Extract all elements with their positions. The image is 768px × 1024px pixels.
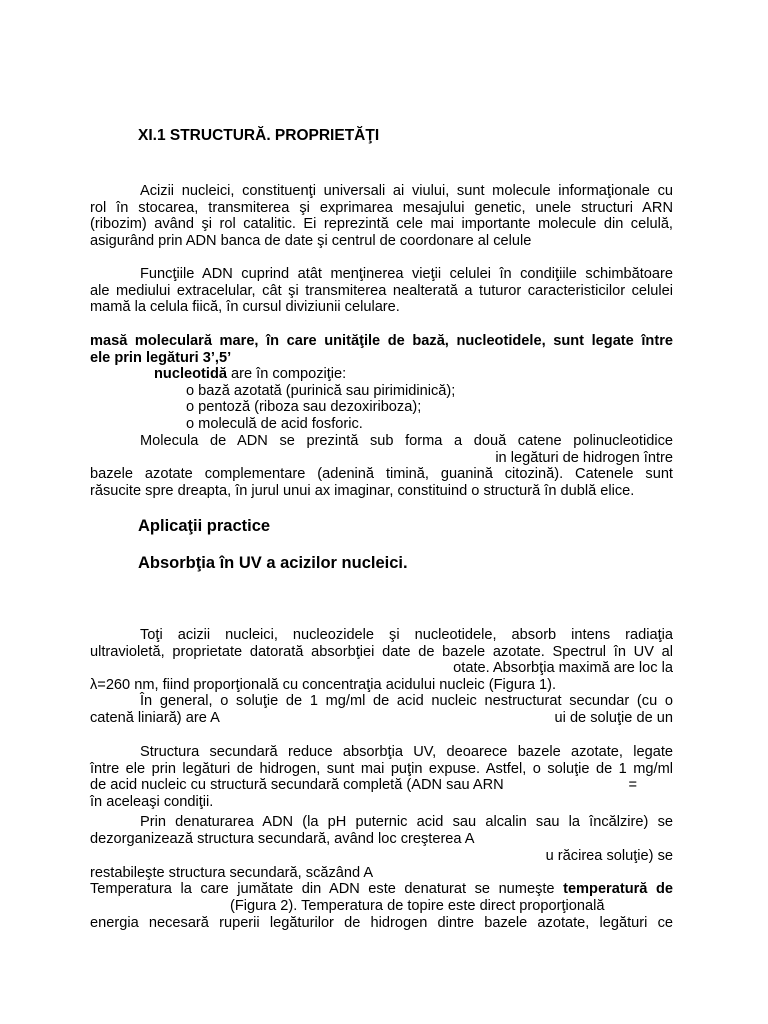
component-item: o bază azotată (purinică sau pirimidinică); <box>186 382 456 399</box>
text-line: rol în stocarea, transmiterea şi exprimarea mesajului genetic, unele structuri ARN <box>90 199 673 216</box>
text-line <box>90 710 673 727</box>
text-line: ele prin legături 3’,5’ <box>90 349 232 366</box>
text-line: între ele prin legături de hidrogen, sunt mai puţin expuse. Astfel, o soluţie de 1 mg/ml <box>90 760 673 777</box>
text-line: Toţi acizii nucleici, nucleozidele şi nucleotidele, absorb intens radiaţia <box>140 627 673 643</box>
bold-term: temperatură de <box>563 881 673 898</box>
text-line: (Figura 2). Temperatura de topire este direct proporţională <box>230 897 605 914</box>
bold-definition <box>90 333 673 366</box>
text-line <box>90 677 673 694</box>
paragraph-secondary-structure <box>90 744 673 810</box>
text-line: Structura secundară reduce absorbţia UV, deoarece bazele azotate, legate <box>140 744 673 760</box>
text-line: ultravioletă, proprietate datorată absorbţiei date de bazele azotate. Spectrul în UV al <box>90 643 673 660</box>
text-line: in legături de hidrogen între <box>495 449 673 466</box>
component-item: o pentoză (riboza sau dezoxiriboza); <box>186 399 422 416</box>
text-fragment: ui de soluţie de un <box>554 709 673 726</box>
text-fragment: = <box>628 777 637 794</box>
subheading-applications: Aplicaţii practice <box>138 517 271 535</box>
text-line <box>90 366 673 383</box>
text-line: energia necesară ruperii legăturilor de hidrogen dintre bazele azotate, legături ce <box>90 914 673 931</box>
text-line: în aceleaşi condiţii. <box>90 793 214 810</box>
text-line: bazele azotate complementare (adenină timină, guanină citozină). Catenele sunt <box>90 466 673 483</box>
text-line <box>90 777 673 794</box>
text-line: masă moleculară mare, în care unităţile de bază, nucleotidele, sunt legate între <box>90 333 673 349</box>
paragraph-dna <box>90 433 673 499</box>
text-line: dezorganizează structura secundară, având loc creşterea A <box>90 830 475 847</box>
paragraph-uv <box>90 627 673 727</box>
paragraph-functions <box>90 266 673 316</box>
text-line: otate. Absorbţia maximă are loc la <box>453 660 673 677</box>
paragraph-denaturation <box>90 814 673 931</box>
section-heading: XI.1 STRUCTURĂ. PROPRIETĂŢI <box>138 127 380 144</box>
text-line: Molecula de ADN se prezintă sub forma a două catene polinucleotidice <box>140 433 673 449</box>
paragraph-intro <box>90 183 673 249</box>
nucleotide-composition <box>90 366 673 432</box>
text-line: ale mediului extracelular, cât şi transmiterea nealterată a tuturor caracteristicilor celulei <box>90 282 673 299</box>
lambda-symbol: λ <box>90 676 98 693</box>
text-line: (ribozim) având şi rol catalitic. Ei reprezintă cele mai importante molecule din celulă, <box>90 216 673 233</box>
text-line: răsucite spre dreapta, în jurul unui ax imaginar, constituind o structură în dublă elice. <box>90 482 635 499</box>
component-item: o moleculă de acid fosforic. <box>186 415 363 432</box>
text-line: asigurând prin ADN banca de date şi centrul de coordonare al celule <box>90 232 532 249</box>
text-fragment: =260 nm, fiind proporţională cu concentraţia acidului nucleic (Figura 1). <box>97 676 557 693</box>
nucleotide-term: nucleotidă <box>154 366 227 382</box>
text-line: Acizii nucleici, constituenţi universali ai viului, sunt molecule informaţionale cu <box>140 183 673 199</box>
text-line: Prin denaturarea ADN (la pH puternic acid sau alcalin sau la încălzire) se <box>140 814 673 830</box>
text-line <box>90 881 673 898</box>
text-fragment: catenă liniară) are A <box>90 709 220 726</box>
nucleotide-rest: are în compoziţie: <box>226 366 347 382</box>
text-line: mamă la celula fiică, în cursul diviziunii celulare. <box>90 299 400 316</box>
subheading-uv-absorption: Absorbţia în UV a acizilor nucleici. <box>138 554 408 572</box>
text-line: restabileşte structura secundară, scăzând A <box>90 864 374 881</box>
text-line: Funcţiile ADN cuprind atât menţinerea vieţii celulei în condiţiile schimbătoare <box>140 266 673 282</box>
text-fragment: de acid nucleic cu structură secundară completă (ADN sau ARN <box>90 777 504 794</box>
text-fragment: Temperatura la care jumătate din ADN este denaturat se numeşte <box>90 881 564 898</box>
text-line: u răcirea soluţie) se <box>545 848 673 865</box>
text-line: În general, o soluţie de 1 mg/ml de acid nucleic nestructurat secundar (cu o <box>140 693 673 710</box>
